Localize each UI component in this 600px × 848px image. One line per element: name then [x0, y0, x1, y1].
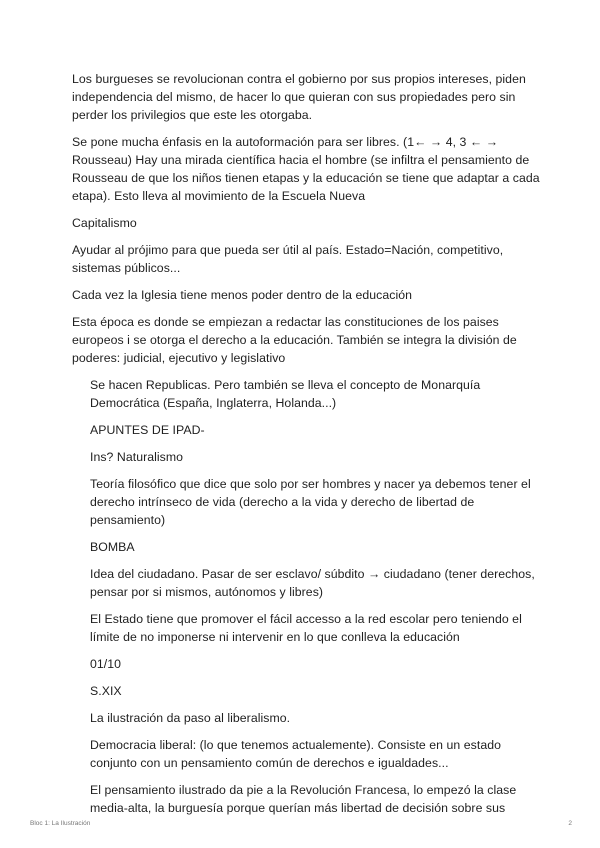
footer-section-title: Bloc 1: La Ilustración [30, 820, 91, 827]
paragraph: Los burgueses se revolucionan contra el gobierno por sus propios intereses, piden independencia del mismo, de hacer lo que quieran con sus propiedades pero sin perder los privilegios que este les otorgaba. [72, 72, 526, 122]
indented-paragraph: 01/10 [90, 657, 122, 671]
indented-paragraph: Ins? Naturalismo [90, 450, 184, 464]
paragraph: Se pone mucha énfasis en la autoformación para ser libres. (1← → 4, 3 ← → Rousseau) Hay una mirada científica hacia el hombre (se infiltra el pensamiento de Rousseau de que los niños tienen etapas y la educación se tiene que adaptar a cada etapa). Esto lleva al movimiento de la Escuela Nueva [72, 135, 540, 203]
paragraph: Cada vez la Iglesia tiene menos poder dentro de la educación [72, 288, 413, 302]
document-body [72, 70, 542, 826]
indented-paragraph: El pensamiento ilustrado da pie a la Revolución Francesa, lo empezó la clase media-alta, la burguesía porque querían más libertad de decisión sobre sus [90, 783, 517, 815]
indented-paragraph: Teoría filosófico que dice que solo por ser hombres y nacer ya debemos tener el derecho intrínseco de vida (derecho a la vida y derecho de libertad de pensamiento) [90, 477, 531, 527]
indented-paragraph: La ilustración da paso al liberalismo. [90, 711, 291, 725]
indented-paragraph: S.XIX [90, 684, 122, 698]
paragraph: Capitalismo [72, 216, 137, 230]
paragraph: Ayudar al prójimo para que pueda ser útil al país. Estado=Nación, competitivo, sistemas públicos... [72, 243, 504, 275]
indented-section [72, 376, 542, 817]
paragraph: Esta época es donde se empiezan a redactar las constituciones de los paises europeos i se otorga el derecho a la educación. También se integra la división de poderes: judicial, ejecutivo y legislativo [72, 315, 517, 365]
page-number: 2 [568, 820, 572, 827]
indented-paragraph: Idea del ciudadano. Pasar de ser esclavo/ súbdito → ciudadano (tener derechos, pensar por si mismos, autónomos y libres) [90, 567, 535, 599]
indented-paragraph: BOMBA [90, 540, 135, 554]
indented-paragraph: Democracia liberal: (lo que tenemos actualemente). Consiste en un estado conjunto con un pensamiento común de derechos e igualdades... [90, 738, 501, 770]
indented-paragraph: Se hacen Republicas. Pero también se lleva el concepto de Monarquía Democrática (España, Inglaterra, Holanda...) [90, 378, 481, 410]
indented-paragraph: El Estado tiene que promover el fácil accesso a la red escolar pero teniendo el límite de no imponerse ni intervenir en lo que conlleva la educación [90, 612, 522, 644]
indented-paragraph: APUNTES DE IPAD- [90, 423, 205, 437]
